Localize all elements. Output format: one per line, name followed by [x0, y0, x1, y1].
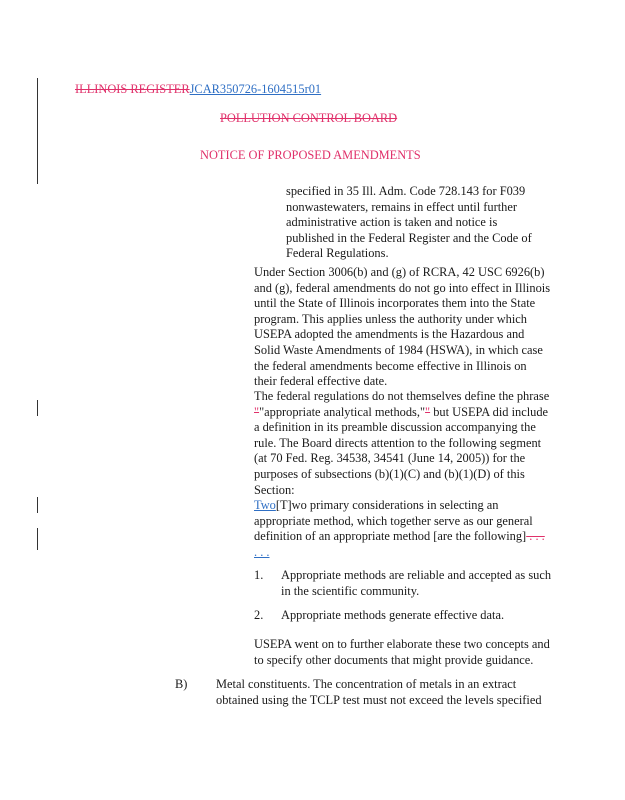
list-number: 2.: [254, 608, 264, 622]
rcra-line: until the State of Illinois incorporates them into the State: [254, 296, 536, 311]
list-item: [254, 568, 554, 600]
inserted-text: . . .: [254, 544, 270, 559]
rcra-line: Solid Waste Amendments of 1984 (HSWA), in which case: [254, 342, 543, 357]
change-bar: [37, 78, 38, 184]
deleted-quote: ": [254, 404, 260, 419]
rcra-line: the federal amendments become effective in Illinois on: [254, 358, 527, 373]
intro-line: specified in 35 Ill. Adm. Code 728.143 for F039: [286, 184, 526, 198]
deleted-quote: ": [425, 404, 431, 419]
definition-line: Section:: [254, 482, 295, 497]
definition-line: The federal regulations do not themselves define the phrase: [254, 389, 550, 403]
definition-phrase: "appropriate analytical methods,": [259, 404, 426, 419]
quoted-passage: [254, 498, 545, 560]
section-b-paragraph: [216, 677, 542, 708]
deleted-text: . . .: [526, 529, 545, 544]
rcra-line: program. This applies unless the authority under which: [254, 311, 527, 326]
definition-phrase-rest: but USEPA did include: [430, 404, 549, 419]
rcra-paragraph: [254, 265, 550, 390]
intro-paragraph: [286, 184, 532, 262]
rcra-line: Under Section 3006(b) and (g) of RCRA, 42 USC 6926(b): [254, 265, 545, 279]
change-bar: [37, 528, 38, 550]
intro-line: nonwastewaters, remains in effect until further: [286, 199, 517, 214]
usepa-paragraph: [254, 637, 550, 668]
rcra-line: their federal effective date.: [254, 374, 388, 389]
list-item-text: in the scientific community.: [281, 583, 420, 598]
change-bar: [37, 400, 38, 416]
list-item-text: Appropriate methods generate effective data.: [281, 608, 505, 622]
register-inserted-text: JCAR350726-1604515r01: [189, 82, 322, 96]
rcra-line: USEPA adopted the amendments is the Hazardous and: [254, 327, 525, 342]
list-item-text: Appropriate methods are reliable and accepted as such: [281, 568, 552, 582]
board-title: POLLUTION CONTROL BOARD: [220, 111, 398, 125]
intro-line: Federal Regulations.: [286, 246, 389, 261]
definition-line: (at 70 Fed. Reg. 34538, 34541 (June 14, 2005)) for the: [254, 451, 526, 466]
definition-line: a definition in its preamble discussion accompanying the: [254, 420, 536, 435]
quote-text: [T]wo primary considerations in selecting an: [275, 498, 499, 512]
quote-line: [254, 529, 545, 545]
rcra-line: and (g), federal amendments do not go into effect in Illinois: [254, 280, 551, 295]
definition-paragraph: [254, 389, 549, 498]
list-item: [254, 608, 554, 624]
section-b-line: Metal constituents. The concentration of metals in an extract: [216, 677, 517, 691]
definition-line: rule. The Board directs attention to the following segment: [254, 435, 542, 450]
intro-line: published in the Federal Register and the Code of: [286, 230, 532, 245]
notice-title: NOTICE OF PROPOSED AMENDMENTS: [200, 148, 421, 162]
quote-line: [254, 545, 545, 561]
quote-line: [254, 498, 545, 514]
list-number: 1.: [254, 568, 264, 582]
quote-line: appropriate method, which together serve as our general: [254, 513, 533, 528]
section-b-line: obtained using the TCLP test must not exceed the levels specified: [216, 692, 542, 707]
definition-line: purposes of subsections (b)(1)(C) and (b)(1)(D) of this: [254, 466, 525, 481]
section-label: B): [175, 677, 188, 691]
intro-line: administrative action is taken and notice is: [286, 215, 498, 230]
usepa-line: to specify other documents that might provide guidance.: [254, 652, 534, 667]
register-deleted-text: ILLINOIS REGISTER: [75, 82, 190, 96]
register-header: [75, 82, 321, 98]
definition-line: [254, 405, 549, 421]
inserted-text: Two: [254, 498, 276, 512]
usepa-line: USEPA went on to further elaborate these two concepts and: [254, 637, 550, 651]
change-bar: [37, 497, 38, 513]
quote-text: definition of an appropriate method [are the following]: [254, 529, 527, 544]
